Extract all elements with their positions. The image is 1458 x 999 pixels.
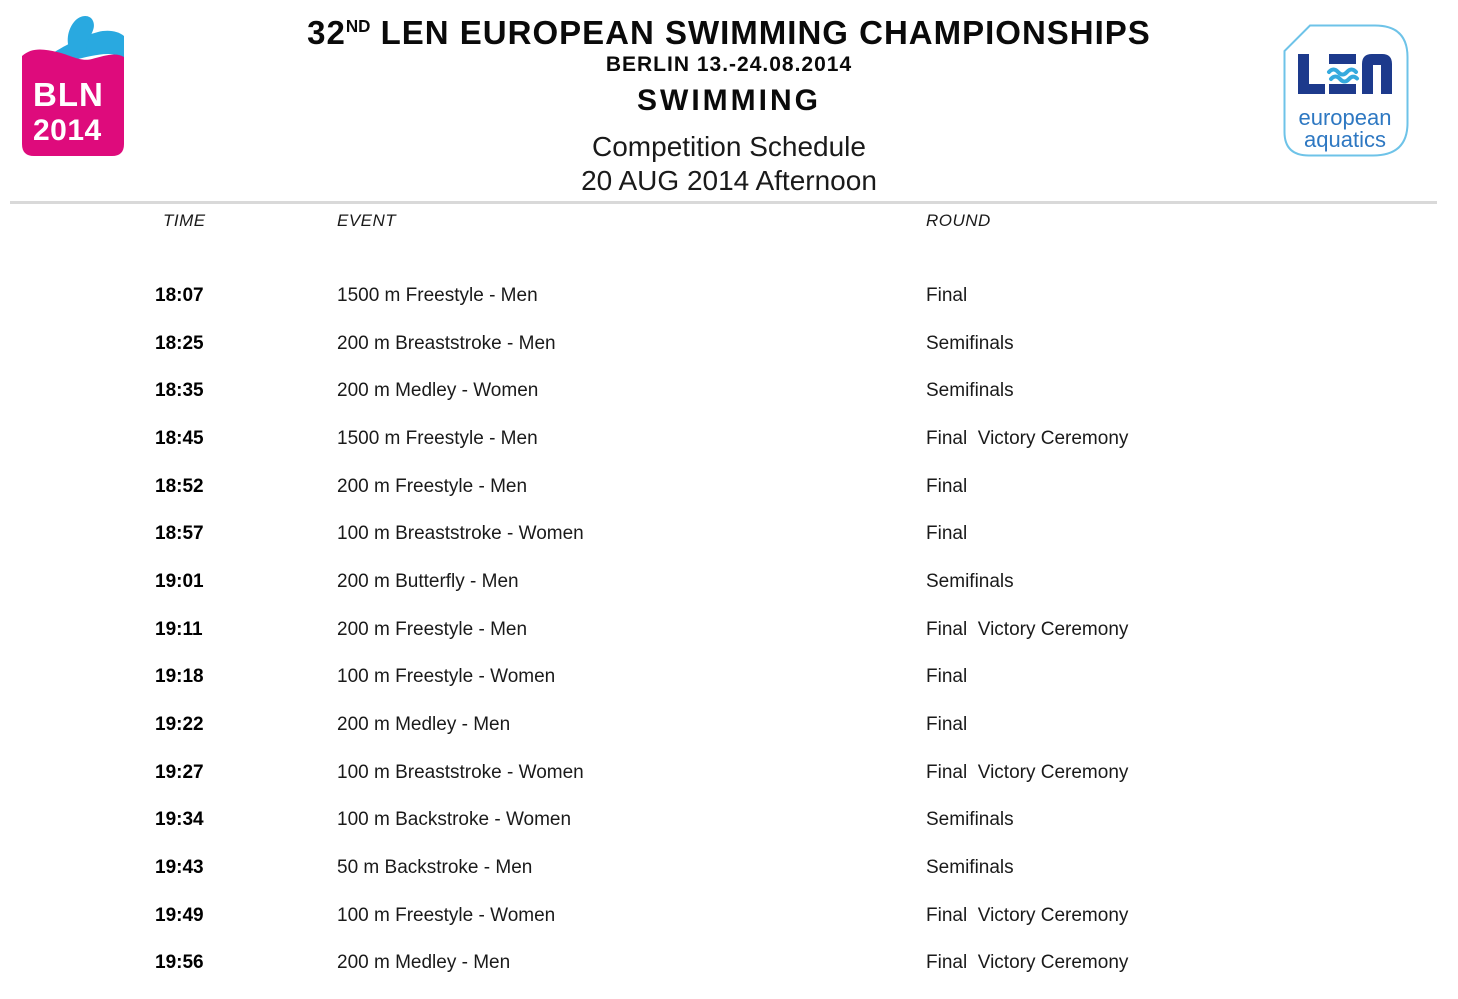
event-time: 18:07 bbox=[155, 284, 204, 306]
event-time: 18:45 bbox=[155, 427, 204, 449]
table-row bbox=[0, 701, 1458, 749]
event-round: Semifinals bbox=[926, 857, 1014, 879]
event-round: Semifinals bbox=[926, 332, 1014, 354]
table-row bbox=[0, 844, 1458, 892]
event-dates: BERLIN 13.-24.08.2014 bbox=[605, 53, 853, 76]
table-row bbox=[0, 367, 1458, 415]
schedule-title: Competition Schedule bbox=[592, 131, 866, 162]
event-name: 200 m Medley - Men bbox=[337, 714, 511, 736]
event-time: 19:49 bbox=[155, 904, 204, 926]
event-name: 200 m Freestyle - Men bbox=[337, 475, 528, 497]
event-name: 100 m Freestyle - Women bbox=[337, 904, 556, 926]
session-title: 20 AUG 2014 Afternoon bbox=[581, 165, 877, 196]
event-round: Semifinals bbox=[926, 570, 1014, 592]
event-round: Final bbox=[926, 284, 968, 306]
event-round: Final bbox=[926, 523, 968, 545]
column-header-round: ROUND bbox=[926, 211, 991, 230]
event-round: Final bbox=[926, 475, 968, 497]
len-logo-text-line2: aquatics bbox=[1304, 127, 1386, 152]
table-row bbox=[0, 606, 1458, 654]
event-name: 100 m Freestyle - Women bbox=[337, 666, 556, 688]
event-name: 1500 m Freestyle - Men bbox=[337, 284, 538, 306]
schedule-table bbox=[0, 204, 1458, 987]
event-name: 100 m Breaststroke - Women bbox=[337, 761, 584, 783]
event-time: 19:27 bbox=[155, 761, 204, 783]
event-round: Final Victory Ceremony bbox=[926, 618, 1129, 640]
table-row bbox=[0, 797, 1458, 845]
event-name: 200 m Medley - Women bbox=[337, 380, 539, 402]
table-row bbox=[0, 892, 1458, 940]
event-time: 18:52 bbox=[155, 475, 204, 497]
event-time: 19:43 bbox=[155, 857, 204, 879]
event-round: Final Victory Ceremony bbox=[926, 761, 1129, 783]
table-row bbox=[0, 272, 1458, 320]
table-row bbox=[0, 463, 1458, 511]
event-name: 200 m Butterfly - Men bbox=[337, 570, 519, 592]
title-number: 32 bbox=[307, 13, 346, 52]
column-header-time: TIME bbox=[163, 211, 206, 230]
event-time: 19:01 bbox=[155, 570, 204, 592]
table-row bbox=[0, 654, 1458, 702]
event-time: 18:57 bbox=[155, 523, 204, 545]
event-round: Semifinals bbox=[926, 809, 1014, 831]
table-body bbox=[0, 272, 1458, 987]
event-time: 18:25 bbox=[155, 332, 204, 354]
event-name: 200 m Breaststroke - Men bbox=[337, 332, 556, 354]
event-time: 18:35 bbox=[155, 380, 204, 402]
event-time: 19:11 bbox=[155, 618, 203, 640]
table-row bbox=[0, 320, 1458, 368]
title-rest: LEN EUROPEAN SWIMMING CHAMPIONSHIPS bbox=[370, 13, 1151, 52]
discipline-title: SWIMMING bbox=[637, 84, 821, 117]
event-round: Final bbox=[926, 714, 968, 736]
bln-logo-text-line2: 2014 bbox=[33, 114, 102, 147]
table-row bbox=[0, 940, 1458, 988]
table-row bbox=[0, 558, 1458, 606]
event-round: Final Victory Ceremony bbox=[926, 427, 1129, 449]
event-time: 19:18 bbox=[155, 666, 204, 688]
title-ordinal: ND bbox=[345, 16, 371, 37]
event-round: Final Victory Ceremony bbox=[926, 904, 1129, 926]
table-row bbox=[0, 510, 1458, 558]
championship-title bbox=[0, 14, 1458, 53]
len-logo bbox=[1283, 24, 1409, 157]
event-name: 200 m Medley - Men bbox=[337, 952, 511, 974]
event-time: 19:34 bbox=[155, 809, 204, 831]
event-time: 19:22 bbox=[155, 714, 204, 736]
event-round: Final Victory Ceremony bbox=[926, 952, 1129, 974]
event-time: 19:56 bbox=[155, 952, 204, 974]
event-name: 50 m Backstroke - Men bbox=[337, 857, 533, 879]
bln-logo-text-line1: BLN bbox=[33, 76, 104, 113]
event-name: 100 m Backstroke - Women bbox=[337, 809, 572, 831]
event-round: Semifinals bbox=[926, 380, 1014, 402]
title-block bbox=[0, 14, 1458, 197]
event-name: 100 m Breaststroke - Women bbox=[337, 523, 584, 545]
table-header-row bbox=[0, 204, 1458, 242]
event-round: Final bbox=[926, 666, 968, 688]
event-name: 1500 m Freestyle - Men bbox=[337, 427, 538, 449]
table-row bbox=[0, 749, 1458, 797]
event-name: 200 m Freestyle - Men bbox=[337, 618, 528, 640]
column-header-event: EVENT bbox=[337, 211, 397, 230]
len-logo-text-line1: european bbox=[1298, 105, 1392, 130]
page-header bbox=[0, 0, 1458, 202]
table-row bbox=[0, 415, 1458, 463]
